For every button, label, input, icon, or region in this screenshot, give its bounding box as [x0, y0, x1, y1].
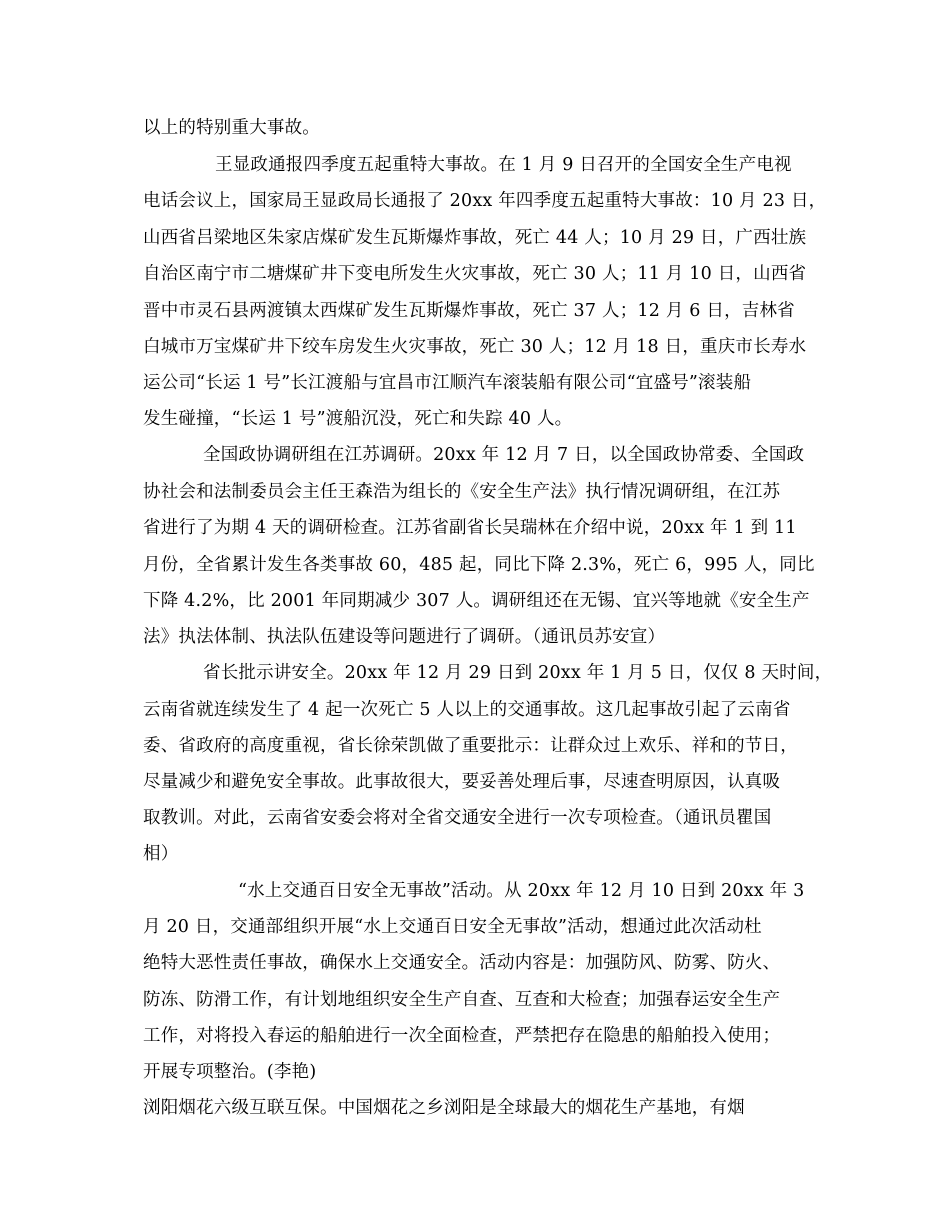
text-line: 委、省政府的高度重视，省长徐荣凯做了重要批示：让群众过上欢乐、祥和的节日，	[143, 736, 798, 756]
text-line: 绝特大恶性责任事故，确保水上交通安全。活动内容是：加强防风、防雾、防火、	[143, 953, 781, 973]
text-line: 发生碰撞，“长运 1 号”渡船沉没，死亡和失踪 40 人。	[143, 409, 573, 429]
text-line: 相）	[143, 844, 179, 864]
text-line: 运公司“长运 1 号”长江渡船与宜昌市江顺汽车滚装船有限公司“宜盛号”滚装船	[143, 373, 752, 393]
text-line: 云南省就连续发生了 4 起一次死亡 5 人以上的交通事故。这几起事故引起了云南省	[143, 700, 791, 720]
text-line: 尽量减少和避免安全事故。此事故很大，要妥善处理后事，尽速查明原因，认真吸	[143, 772, 781, 792]
text-line: 以上的特别重大事故。	[143, 118, 320, 138]
text-line: 全国政协调研组在江苏调研。20xx 年 12 月 7 日，以全国政协常委、全国政	[203, 445, 805, 465]
text-line: 王显政通报四季度五起重特大事故。在 1 月 9 日召开的全国安全生产电视	[215, 155, 792, 175]
text-line: 浏阳烟花六级互联互保。中国烟花之乡浏阳是全球最大的烟花生产基地，有烟	[143, 1098, 745, 1118]
text-line: 自治区南宁市二塘煤矿井下变电所发生火灾事故，死亡 30 人；11 月 10 日，山西省	[143, 264, 807, 284]
text-line: 工作，对将投入春运的船舶进行一次全面检查，严禁把存在隐患的船舶投入使用；	[143, 1026, 781, 1046]
text-line: 月份，全省累计发生各类事故 60，485 起，同比下降 2.3%，死亡 6，995 人，同比	[143, 555, 815, 575]
text-line: 下降 4.2%，比 2001 年同期减少 307 人。调研组还在无锡、宜兴等地就《安全生产	[143, 591, 810, 611]
text-line: 取教训。对此，云南省安委会将对全省交通安全进行一次专项检查。（通讯员瞿国	[143, 808, 772, 828]
text-line: 晋中市灵石县两渡镇太西煤矿发生瓦斯爆炸事故，死亡 37 人；12 月 6 日，吉林省	[143, 301, 795, 321]
text-line: “水上交通百日安全无事故”活动。从 20xx 年 12 月 10 日到 20xx 年 3	[238, 881, 805, 901]
text-line: 省进行了为期 4 天的调研检查。江苏省副省长吴瑞林在介绍中说，20xx 年 1 到 11	[143, 518, 797, 538]
text-line: 山西省吕梁地区朱家店煤矿发生瓦斯爆炸事故，死亡 44 人；10 月 29 日，广西壮族	[143, 228, 807, 248]
text-line: 协社会和法制委员会主任王森浩为组长的《安全生产法》执行情况调研组，在江苏	[143, 482, 781, 502]
text-line: 法》执法体制、执法队伍建设等问题进行了调研。（通讯员苏安宣）	[143, 627, 666, 647]
text-line: 月 20 日，交通部组织开展“水上交通百日安全无事故”活动，想通过此次活动杜	[143, 917, 762, 937]
text-line: 白城市万宝煤矿井下绞车房发生火灾事故，死亡 30 人；12 月 18 日，重庆市长寿水	[143, 337, 807, 357]
text-line: 电话会议上，国家局王显政局长通报了 20xx 年四季度五起重特大事故：10 月 23 日，	[143, 191, 827, 211]
text-line: 防冻、防滑工作，有计划地组织安全生产自查、互查和大检查；加强春运安全生产	[143, 990, 781, 1010]
text-line: 省长批示讲安全。20xx 年 12 月 29 日到 20xx 年 1 月 5 日，仅仅 8 天时间，	[203, 663, 833, 683]
text-line: 开展专项整治。(李艳)	[143, 1062, 317, 1082]
